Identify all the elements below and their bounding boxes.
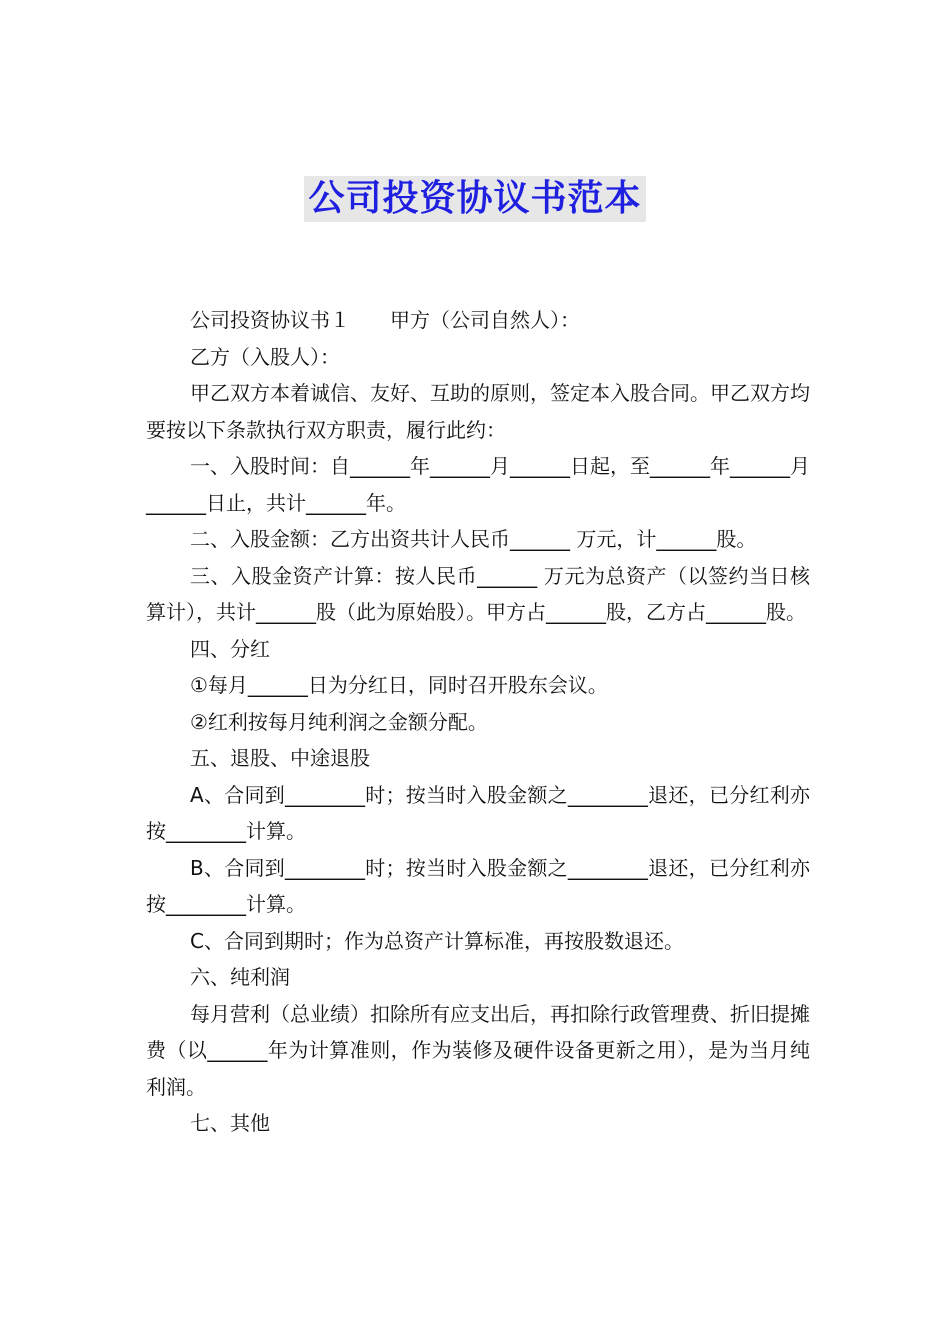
clause-6-net-profit-heading: 六、纯利润 — [190, 965, 290, 989]
title-container — [0, 176, 950, 222]
paragraph-party-b: 乙方（入股人）： — [190, 344, 340, 369]
clause-6-body: 每月营利（总业绩）扣除所有应支出后，再扣除行政管理费、折旧提摊费（以______年为计算准则，作为装修及硬件设备更新之用），是为当月纯利润。 — [146, 1001, 810, 1099]
clause-3-asset-calculation: 三、入股金资产计算：按人民币______ 万元为总资产（以签约当日核算计），共计______股（此为原始股）。甲方占______股，乙方占______股。 — [146, 563, 810, 624]
document-body — [146, 302, 810, 1142]
clause-1-investment-period: 一、入股时间：自______年______月______日起，至______年______月______日止，共计______年。 — [146, 454, 810, 515]
clause-4-item-2: ②红利按每月纯利润之金额分配。 — [190, 709, 488, 734]
clause-5-item-b: B、合同到________时；按当时入股金额之________退还，已分红利亦按________计算。 — [146, 855, 810, 916]
clause-5-withdrawal-heading: 五、退股、中途退股 — [190, 746, 370, 770]
clause-4-dividends-heading: 四、分红 — [190, 636, 270, 661]
paragraph-preamble: 甲乙双方本着诚信、友好、互助的原则，签定本入股合同。甲乙双方均要按以下条款执行双方职责，履行此约： — [146, 381, 810, 442]
clause-2-investment-amount: 二、入股金额：乙方出资共计人民币______ 万元，计______股。 — [190, 527, 757, 551]
document-title: 公司投资协议书范本 — [304, 176, 645, 222]
clause-4-item-1: ①每月______日为分红日，同时召开股东会议。 — [190, 673, 608, 697]
clause-5-item-c: C、合同到期时；作为总资产计算标准，再按股数退还。 — [190, 928, 684, 953]
clause-7-other-heading: 七、其他 — [190, 1111, 270, 1135]
clause-5-item-a: A、合同到________时；按当时入股金额之________退还，已分红利亦按________计算。 — [146, 782, 810, 843]
paragraph-heading-party-a: 公司投资协议书１ 甲方（公司自然人）： — [190, 308, 580, 332]
